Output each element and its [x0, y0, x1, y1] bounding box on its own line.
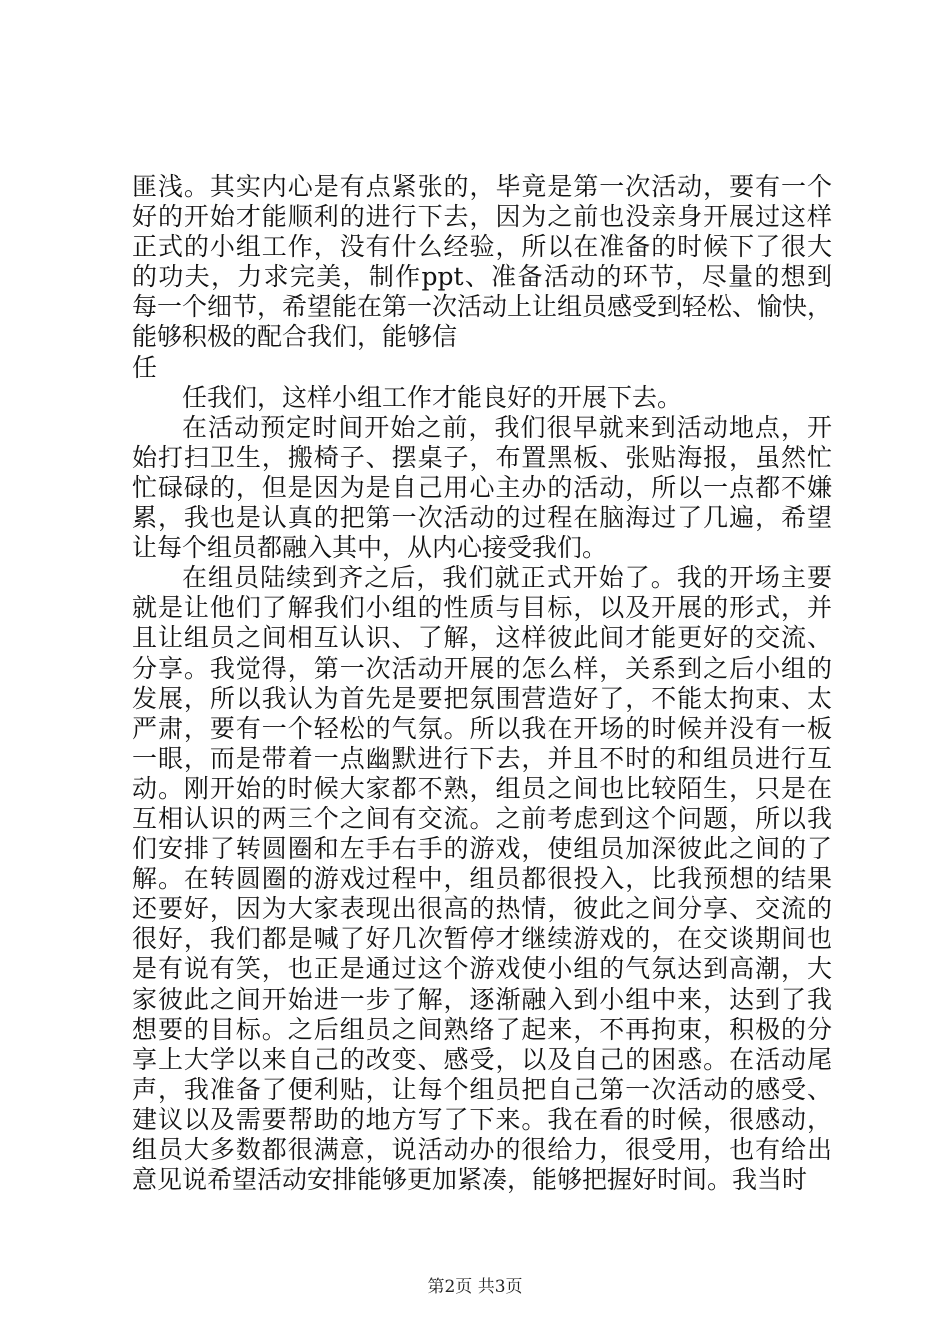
- paragraph: [132, 383, 832, 413]
- text-line: 想要的目标。之后组员之间熟络了起来，不再拘束，积极的分: [132, 1014, 832, 1044]
- text-line: 建议以及需要帮助的地方写了下来。我在看的时候，很感动，: [132, 1104, 832, 1134]
- text-line: 是有说有笑，也正是通过这个游戏使小组的气氛达到高潮，大: [132, 954, 832, 984]
- text-line: 始打扫卫生，搬椅子、摆桌子，布置黑板、张贴海报，虽然忙: [132, 442, 832, 472]
- paragraph: [132, 563, 832, 1195]
- text-line: 能够积极的配合我们，能够信: [132, 322, 458, 352]
- text-line: 让每个组员都融入其中，从内心接受我们。: [132, 533, 608, 563]
- text-line: 累，我也是认真的把第一次活动的过程在脑海过了几遍，希望: [132, 503, 832, 533]
- text-line: 互相认识的两三个之间有交流。之前考虑到这个问题，所以我: [132, 803, 832, 833]
- text-line: 每一个细节，希望能在第一次活动上让组员感受到轻松、愉快，: [132, 292, 832, 322]
- text-line: 好的开始才能顺利的进行下去，因为之前也没亲身开展过这样: [132, 202, 832, 232]
- text-line: 发展，所以我认为首先是要把氛围营造好了，不能太拘束、太: [132, 683, 832, 713]
- text-line: 在组员陆续到齐之后，我们就正式开始了。我的开场主要: [182, 563, 832, 593]
- body-text: [132, 172, 832, 1195]
- text-line: 匪浅。其实内心是有点紧张的，毕竟是第一次活动，要有一个: [132, 172, 832, 201]
- text-line: 就是让他们了解我们小组的性质与目标，以及开展的形式，并: [132, 593, 832, 623]
- text-line: 享上大学以来自己的改变、感受，以及自己的困惑。在活动尾: [132, 1044, 832, 1074]
- text-line: 严肃，要有一个轻松的气氛。所以我在开场的时候并没有一板: [132, 713, 832, 743]
- text-line: 声，我准备了便利贴，让每个组员把自己第一次活动的感受、: [132, 1074, 832, 1104]
- text-line: 分享。我觉得，第一次活动开展的怎么样，关系到之后小组的: [132, 653, 832, 683]
- text-line: 家彼此之间开始进一步了解，逐渐融入到小组中来，达到了我: [132, 984, 832, 1014]
- text-line: 正式的小组工作，没有什么经验，所以在准备的时候下了很大: [132, 232, 832, 262]
- text-line: 还要好，因为大家表现出很高的热情，彼此之间分享、交流的: [132, 894, 832, 924]
- text-line: 一眼，而是带着一点幽默进行下去，并且不时的和组员进行互: [132, 743, 832, 773]
- page-footer: 第2页 共3页: [427, 1277, 523, 1297]
- text-line: 很好，我们都是喊了好几次暂停才继续游戏的，在交谈期间也: [132, 924, 832, 954]
- text-line: 们安排了转圆圈和左手右手的游戏，使组员加深彼此之间的了: [132, 834, 832, 864]
- text-line: 解。在转圆圈的游戏过程中，组员都很投入，比我预想的结果: [132, 864, 832, 894]
- text-line: 任我们，这样小组工作才能良好的开展下去。: [182, 382, 683, 412]
- text-line: 且让组员之间相互认识、了解，这样彼此间才能更好的交流、: [132, 623, 832, 653]
- text-line: 的功夫，力求完美，制作ppt、准备活动的环节，尽量的想到: [132, 262, 832, 292]
- text-line: 忙碌碌的，但是因为是自己用心主办的活动，所以一点都不嫌: [132, 472, 832, 502]
- paragraph: [132, 172, 832, 383]
- paragraph: [132, 413, 832, 563]
- text-line: 任: [132, 352, 158, 382]
- text-line: 组员大多数都很满意，说活动办的很给力，很受用，也有给出: [132, 1135, 832, 1164]
- text-line: 动。刚开始的时候大家都不熟，组员之间也比较陌生，只是在: [132, 773, 832, 803]
- text-line: 意见说希望活动安排能够更加紧凑，能够把握好时间。我当时: [132, 1165, 808, 1195]
- text-line: 在活动预定时间开始之前，我们很早就来到活动地点，开: [182, 412, 832, 442]
